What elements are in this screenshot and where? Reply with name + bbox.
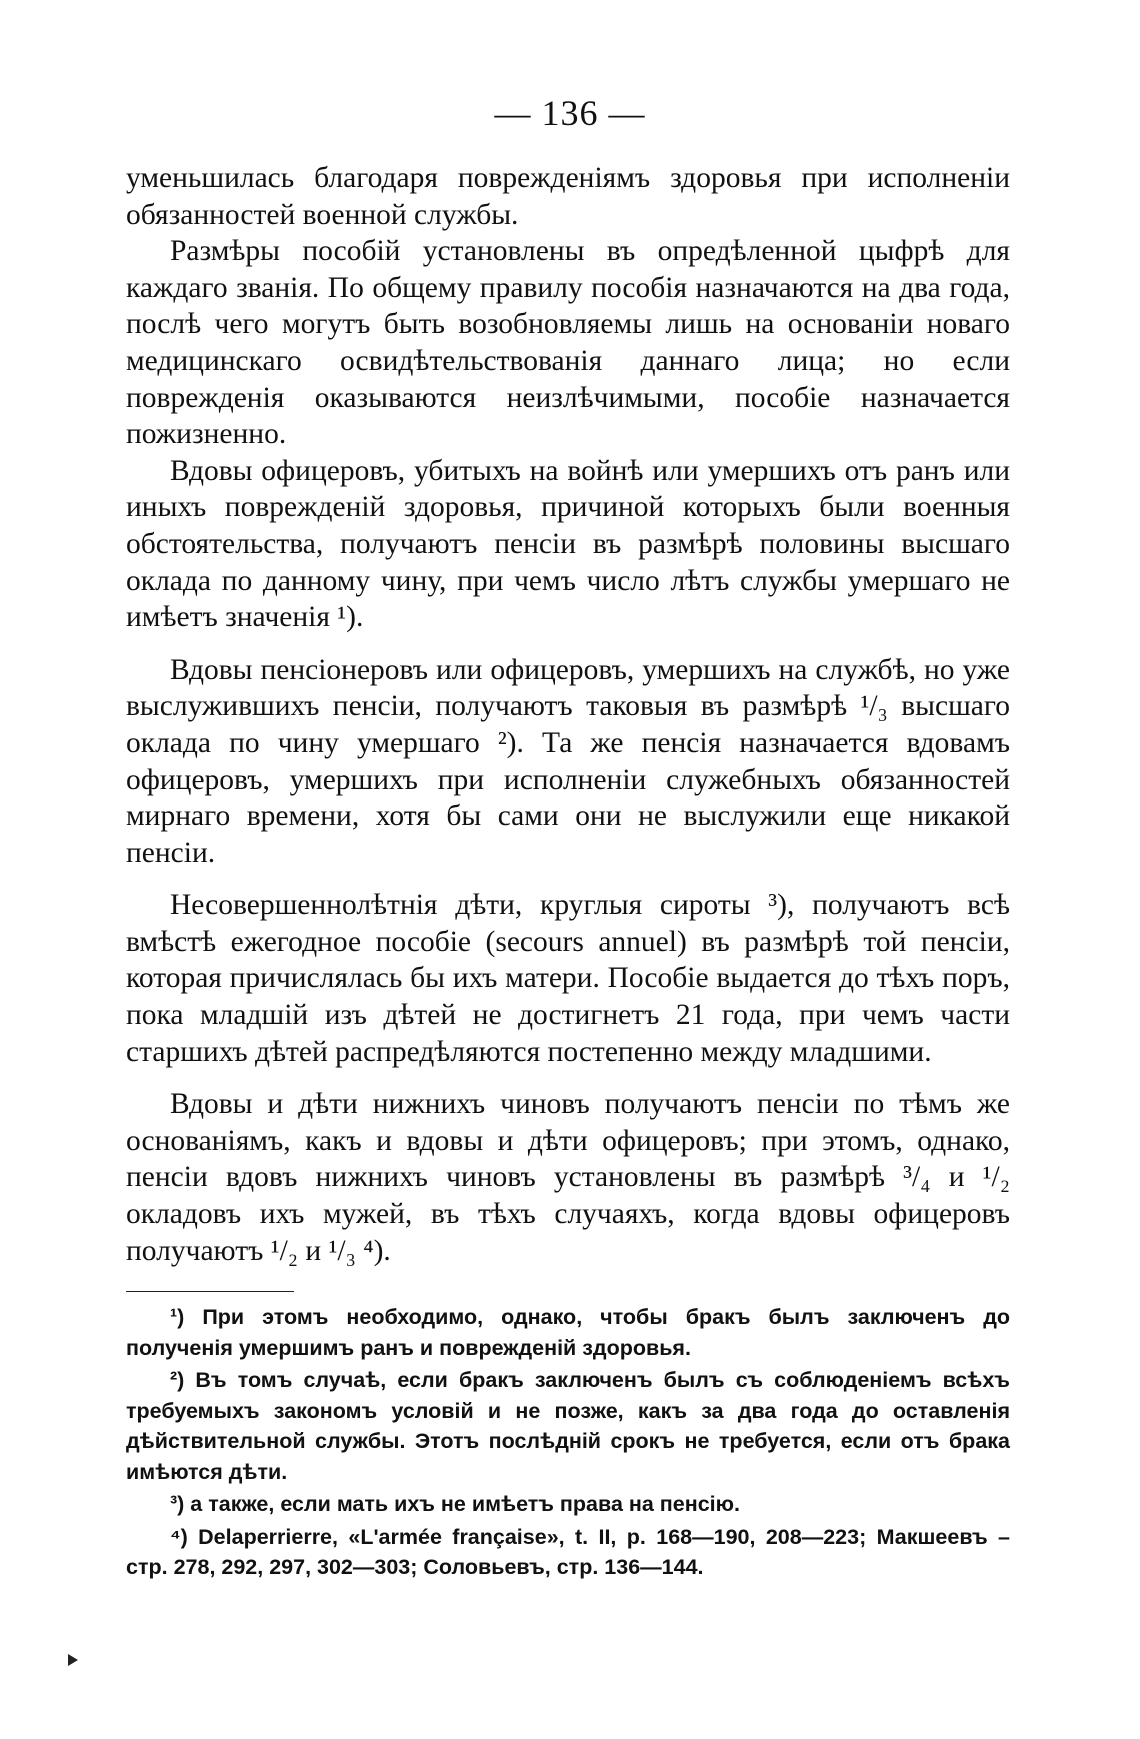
- body-text: [126, 160, 1010, 1269]
- footnote-2: ²) Въ томъ случаѣ, если бракъ заключенъ былъ съ соблюденіемъ всѣхъ требуемыхъ закономъ условій и не позже, какъ за два года до оставленія дѣйствительной службы. Этотъ послѣдній срокъ не требуется, если отъ брака имѣются дѣти.: [126, 1368, 1010, 1484]
- paragraph-1: уменьшилась благодаря поврежденіямъ здоровья при исполненіи обязанностей военной службы.: [126, 162, 1010, 231]
- paragraph-2: Размѣры пособій установлены въ опредѣленной цыфрѣ для каждаго званія. По общему правилу пособія назначаются на два года, послѣ чего могутъ быть возобновляемы лишь на основаніи новаго медицинскаго освидѣтельствованія даннаго лица; но если поврежденія оказываются неизлѣчимыми, пособіе назначается пожизненно.: [126, 235, 1010, 451]
- footnote-rule: [126, 1291, 294, 1292]
- paragraph-5: Несовершеннолѣтнія дѣти, круглыя сироты ³), получаютъ всѣ вмѣстѣ ежегодное пособіе (secours annuel) въ размѣрѣ той пенсіи, которая причислялась бы ихъ матери. Пособіе выдается до тѣхъ поръ, пока младшій изъ дѣтей не достигнетъ 21 года, при чемъ части старшихъ дѣтей распредѣляются постепенно между младшими.: [126, 889, 1010, 1068]
- scan-corner-mark: [68, 1654, 78, 1666]
- footnote-1: ¹) При этомъ необходимо, однако, чтобы бракъ былъ заключенъ до полученія умершимъ ранъ и поврежденій здоровья.: [126, 1305, 1010, 1360]
- paragraph-4: Вдовы пенсіонеровъ или офицеровъ, умершихъ на службѣ, но уже выслужившихъ пенсіи, получаютъ таковыя въ размѣрѣ ¹/₃ высшаго оклада по чину умершаго ²). Та же пенсія назначается вдовамъ офицеровъ, умершихъ при исполненіи служебныхъ обязанностей мирнаго времени, хотя бы сами они не выслужили еще никакой пенсіи.: [126, 653, 1010, 869]
- footnote-3: ³) а также, если мать ихъ не имѣетъ права на пенсію.: [170, 1492, 740, 1516]
- paragraph-3: Вдовы офицеровъ, убитыхъ на войнѣ или умершихъ отъ ранъ или иныхъ поврежденій здоровья, причиной которыхъ были военныя обстоятельства, получаютъ пенсіи въ размѣрѣ половины высшаго оклада по данному чину, при чемъ число лѣтъ службы умершаго не имѣетъ значенія ¹).: [126, 454, 1010, 634]
- footnote-4: ⁴) Delaperrierre, «L'armée française», t. II, p. 168—190, 208—223; Макшеевъ – стр. 278, 292, 297, 302—303; Соловьевъ, стр. 136—144.: [126, 1524, 1010, 1579]
- page-number: — 136 —: [494, 93, 646, 133]
- paragraph-6: Вдовы и дѣти нижнихъ чиновъ получаютъ пенсіи по тѣмъ же основаніямъ, какъ и вдовы и дѣти офицеровъ; при этомъ, однако, пенсіи вдовъ нижнихъ чиновъ установлены въ размѣрѣ ³/₄ и ¹/₂ окладовъ ихъ мужей, въ тѣхъ случаяхъ, когда вдовы офицеровъ получаютъ ¹/₂ и ¹/₃ ⁴).: [126, 1088, 1010, 1267]
- footnotes: [126, 1302, 1010, 1583]
